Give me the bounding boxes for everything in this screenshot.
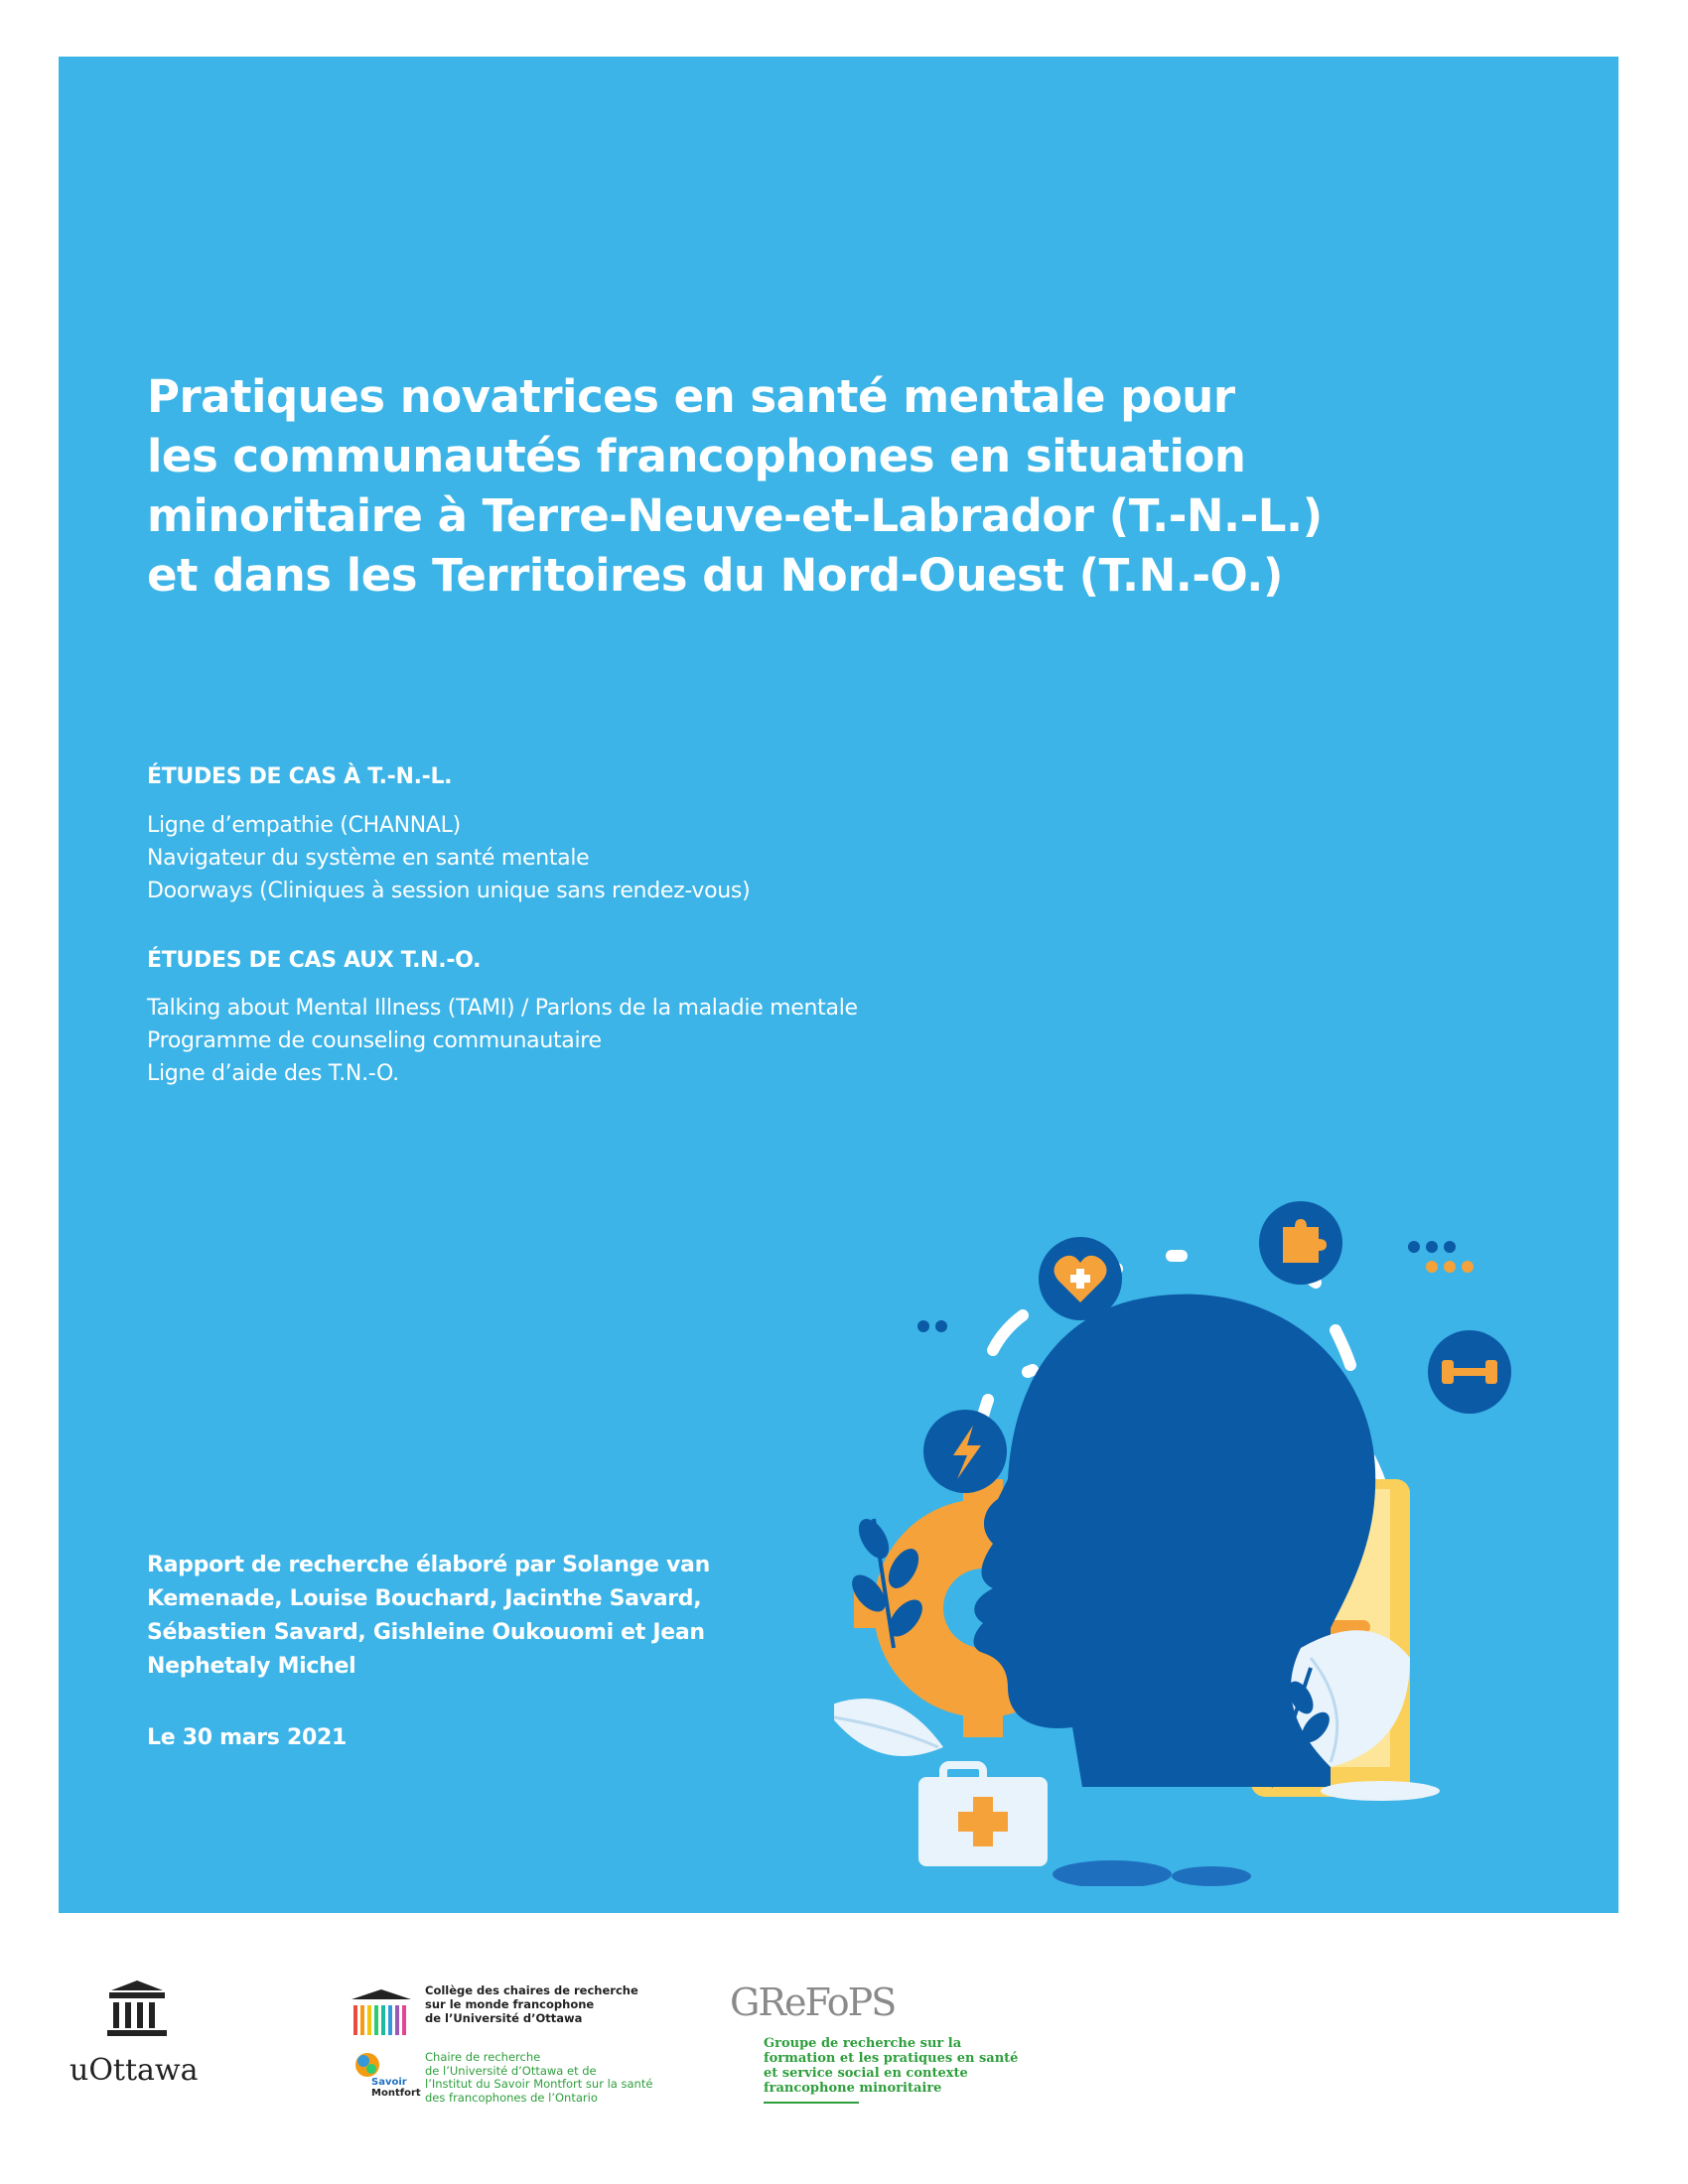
chaire-line: l’Institut du Savoir Montfort sur la santé	[425, 2077, 653, 2091]
list-item: Programme de counseling communautaire	[147, 1028, 602, 1053]
chaire-line: des francophones de l’Ontario	[425, 2090, 598, 2105]
chaire-text	[425, 2051, 652, 2105]
college-line: de l’Université d’Ottawa	[425, 2011, 583, 2025]
savoir-montfort-text	[371, 2077, 421, 2099]
list-item: Navigateur du système en santé mentale	[147, 846, 590, 871]
section-heading-tnl: ÉTUDES DE CAS À T.-N.-L.	[147, 764, 453, 789]
title-line: minoritaire à Terre-Neuve-et-Labrador (T.-N.-L.)	[147, 489, 1323, 542]
case-list-tno	[147, 992, 858, 1090]
college-chaires-logo	[350, 1981, 667, 2111]
report-date: Le 30 mars 2021	[147, 1725, 347, 1750]
case-list-tnl	[147, 809, 750, 907]
greffops-wordmark: GReFoPS	[730, 1980, 896, 2024]
uottawa-wordmark: uOttawa	[70, 2053, 199, 2088]
list-item: Doorways (Cliniques à session unique sans rendez-vous)	[147, 879, 751, 903]
greffops-underline	[764, 2102, 859, 2104]
greffops-text	[764, 2036, 1018, 2096]
first-aid-kit-icon	[918, 1765, 1048, 1866]
college-bars-icon	[350, 1987, 414, 2037]
greffops-line: francophone minoritaire	[764, 2081, 942, 2096]
lightning-icon	[923, 1410, 1007, 1493]
chaire-line: Chaire de recherche	[425, 2050, 541, 2064]
ground	[1053, 1781, 1440, 1886]
heart-plus-icon	[1039, 1237, 1122, 1320]
list-item: Ligne d’aide des T.N.-O.	[147, 1061, 399, 1086]
college-line: sur le monde francophone	[425, 1997, 595, 2011]
report-title	[147, 367, 1438, 606]
greffops-line: Groupe de recherche sur la	[764, 2036, 962, 2051]
greffops-logo	[730, 1980, 1028, 2110]
montfort-line: Montfort	[371, 2088, 421, 2099]
title-line: les communautés francophones en situation	[147, 430, 1246, 482]
greffops-line: formation et les pratiques en santé	[764, 2051, 1019, 2066]
list-item: Talking about Mental Illness (TAMI) / Parlons de la maladie mentale	[147, 996, 858, 1021]
dumbbell-icon	[1428, 1330, 1511, 1414]
chaire-line: de l’Université d’Ottawa et de	[425, 2063, 597, 2078]
greffops-line: et service social en contexte	[764, 2066, 968, 2081]
title-line: et dans les Territoires du Nord-Ouest (T.N.-O.)	[147, 549, 1283, 602]
authors: Rapport de recherche élaboré par Solange van Kemenade, Louise Bouchard, Jacinthe Savard, Sébastien Savard, Gishleine Oukouomi et Jean Nephetaly Michel	[147, 1553, 710, 1679]
list-item: Ligne d’empathie (CHANNAL)	[147, 813, 461, 838]
puzzle-icon	[1259, 1201, 1342, 1285]
mental-health-illustration	[834, 1191, 1589, 1886]
section-heading-tno: ÉTUDES DE CAS AUX T.N.-O.	[147, 948, 482, 973]
title-line: Pratiques novatrices en santé mentale pour	[147, 370, 1235, 423]
college-text	[425, 1983, 638, 2025]
college-line: Collège des chaires de recherche	[425, 1983, 638, 1997]
savoir-line: Savoir	[371, 2077, 407, 2088]
